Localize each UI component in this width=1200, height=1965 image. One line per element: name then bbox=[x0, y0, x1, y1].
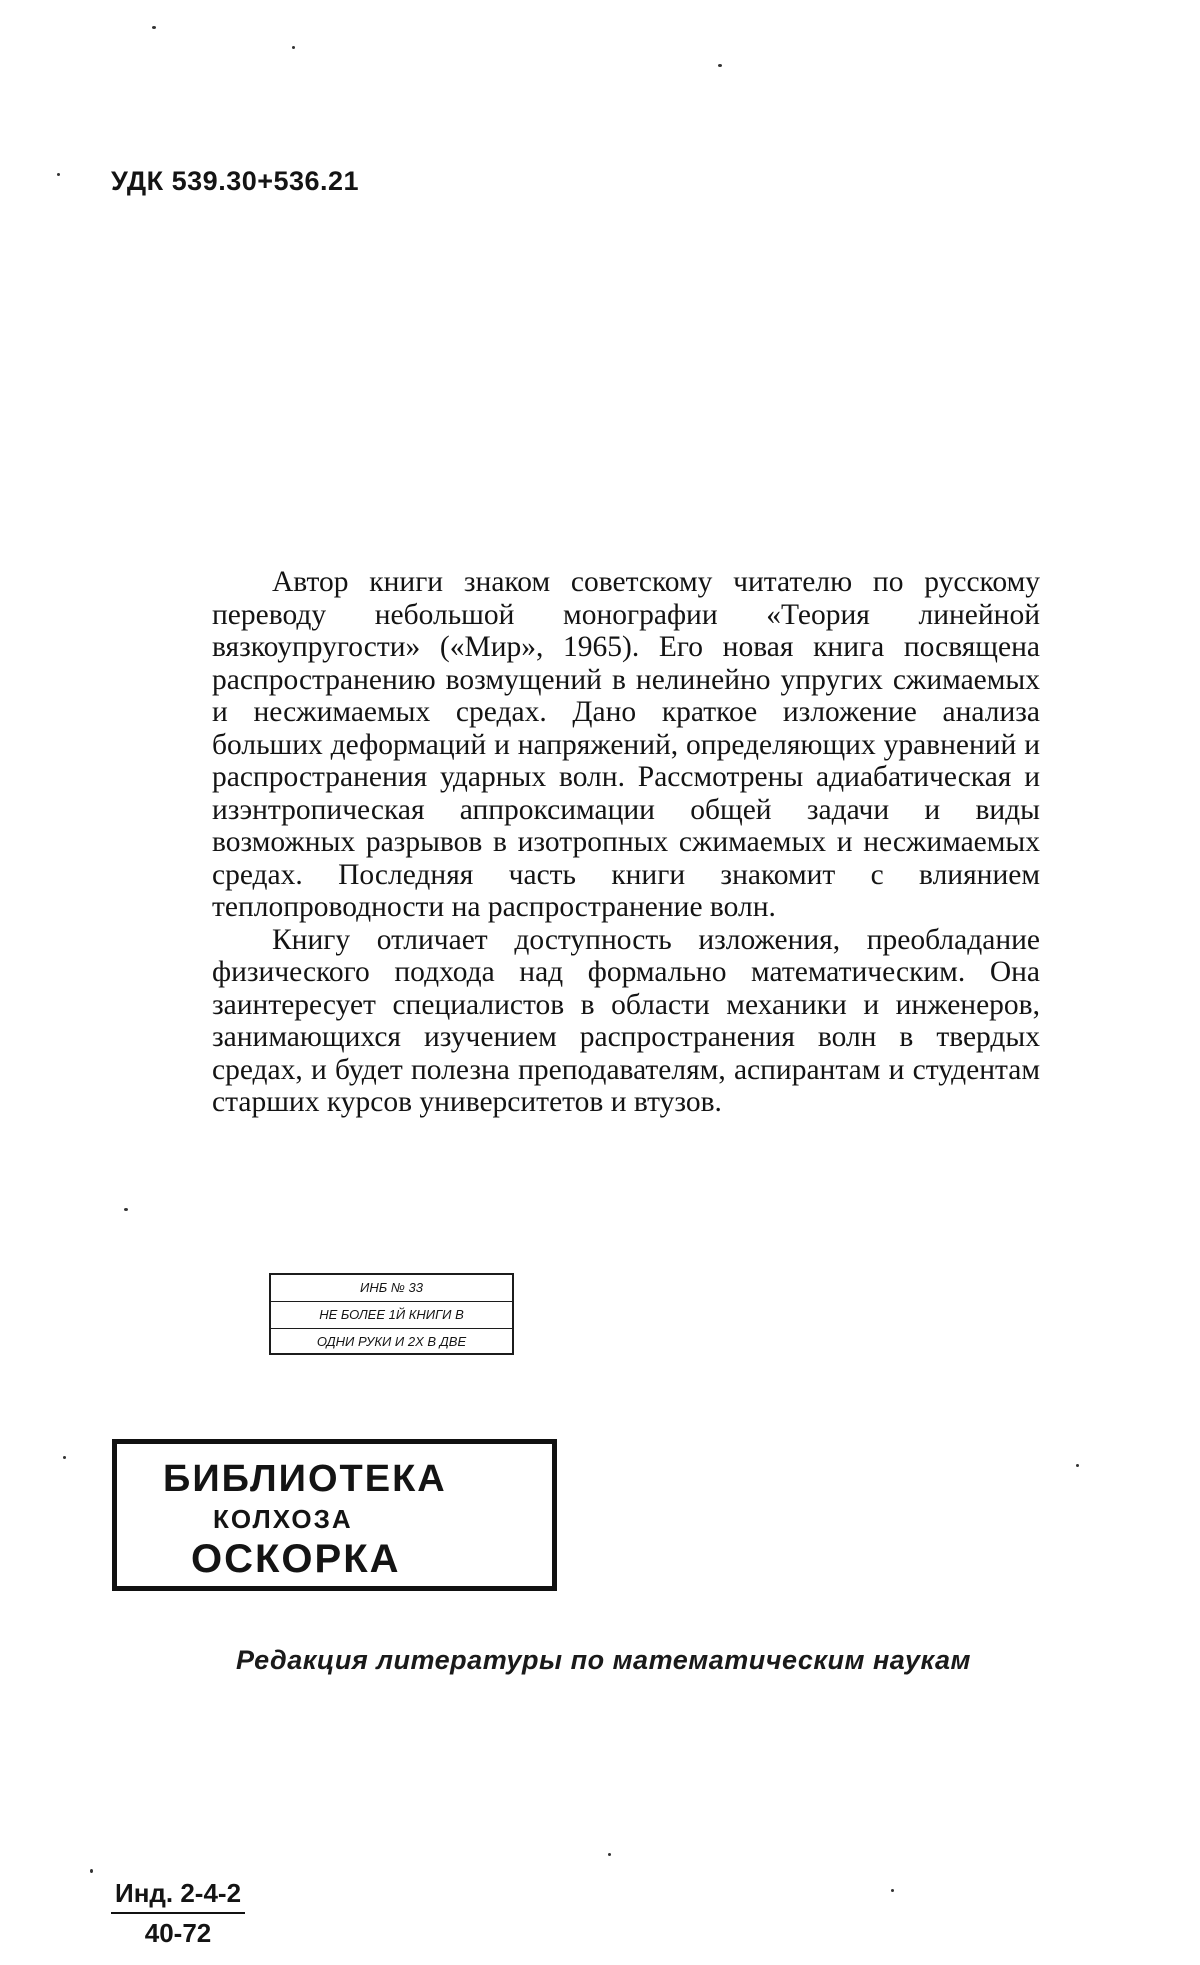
publication-index-code: Инд. 2-4-2 bbox=[111, 1878, 245, 1914]
editorial-department: Редакция литературы по математическим наукам bbox=[236, 1645, 971, 1675]
publication-index-number: 40-72 bbox=[144, 1918, 212, 1948]
library-inventory-stamp bbox=[269, 1273, 514, 1355]
udk-classification: УДК 539.30+536.21 bbox=[111, 166, 360, 196]
inventory-stamp-line-2: НЕ БОЛЕЕ 1Й КНИГИ В bbox=[271, 1302, 512, 1329]
ownership-stamp-line-3: ОСКОРКА bbox=[191, 1537, 401, 1581]
scan-speck bbox=[1076, 1464, 1079, 1467]
scan-speck bbox=[292, 46, 295, 49]
ownership-stamp-line-1: БИБЛИОТЕКА bbox=[163, 1458, 447, 1500]
scan-speck bbox=[63, 1456, 66, 1459]
inventory-stamp-line-1: ИНБ № 33 bbox=[271, 1275, 512, 1302]
publication-index bbox=[111, 1878, 245, 1949]
scan-speck bbox=[57, 173, 60, 176]
scan-speck bbox=[124, 1208, 128, 1211]
scan-speck bbox=[608, 1853, 611, 1856]
book-annotation bbox=[212, 566, 1040, 1119]
library-ownership-stamp bbox=[112, 1439, 557, 1591]
scan-speck bbox=[891, 1889, 894, 1892]
scan-speck bbox=[718, 64, 722, 67]
ownership-stamp-line-2: КОЛХОЗА bbox=[213, 1504, 353, 1534]
annotation-paragraph-2: Книгу отличает доступность изложения, преобладание физического подхода над формально математическим. Она заинтересует специалистов в области механики и инженеров, занимающихся изучением распространения волн в твердых средах, и будет полезна преподавателям, аспирантам и студентам старших курсов университетов и втузов. bbox=[212, 923, 1040, 1118]
annotation-paragraph-1: Автор книги знаком советскому читателю по русскому переводу небольшой монографии «Теория линейной вязкоупругости» («Мир», 1965). Его новая книга посвящена распространению возмущений в нелинейно упругих сжимаемых и несжимаемых средах. Дано краткое изложение анализа больших деформаций и напряжений, определяющих уравнений и распространения ударных волн. Рассмотрены адиабатическая и изэнтропическая аппроксимации общей задачи и виды возможных разрывов в изотропных сжимаемых и несжимаемых средах. Последняя часть книги знакомит с влиянием теплопроводности на распространение волн. bbox=[212, 566, 1040, 923]
scan-speck bbox=[152, 26, 156, 29]
scan-speck bbox=[90, 1869, 93, 1873]
inventory-stamp-line-3: ОДНИ РУКИ И 2Х В ДВЕ bbox=[316, 1334, 467, 1349]
